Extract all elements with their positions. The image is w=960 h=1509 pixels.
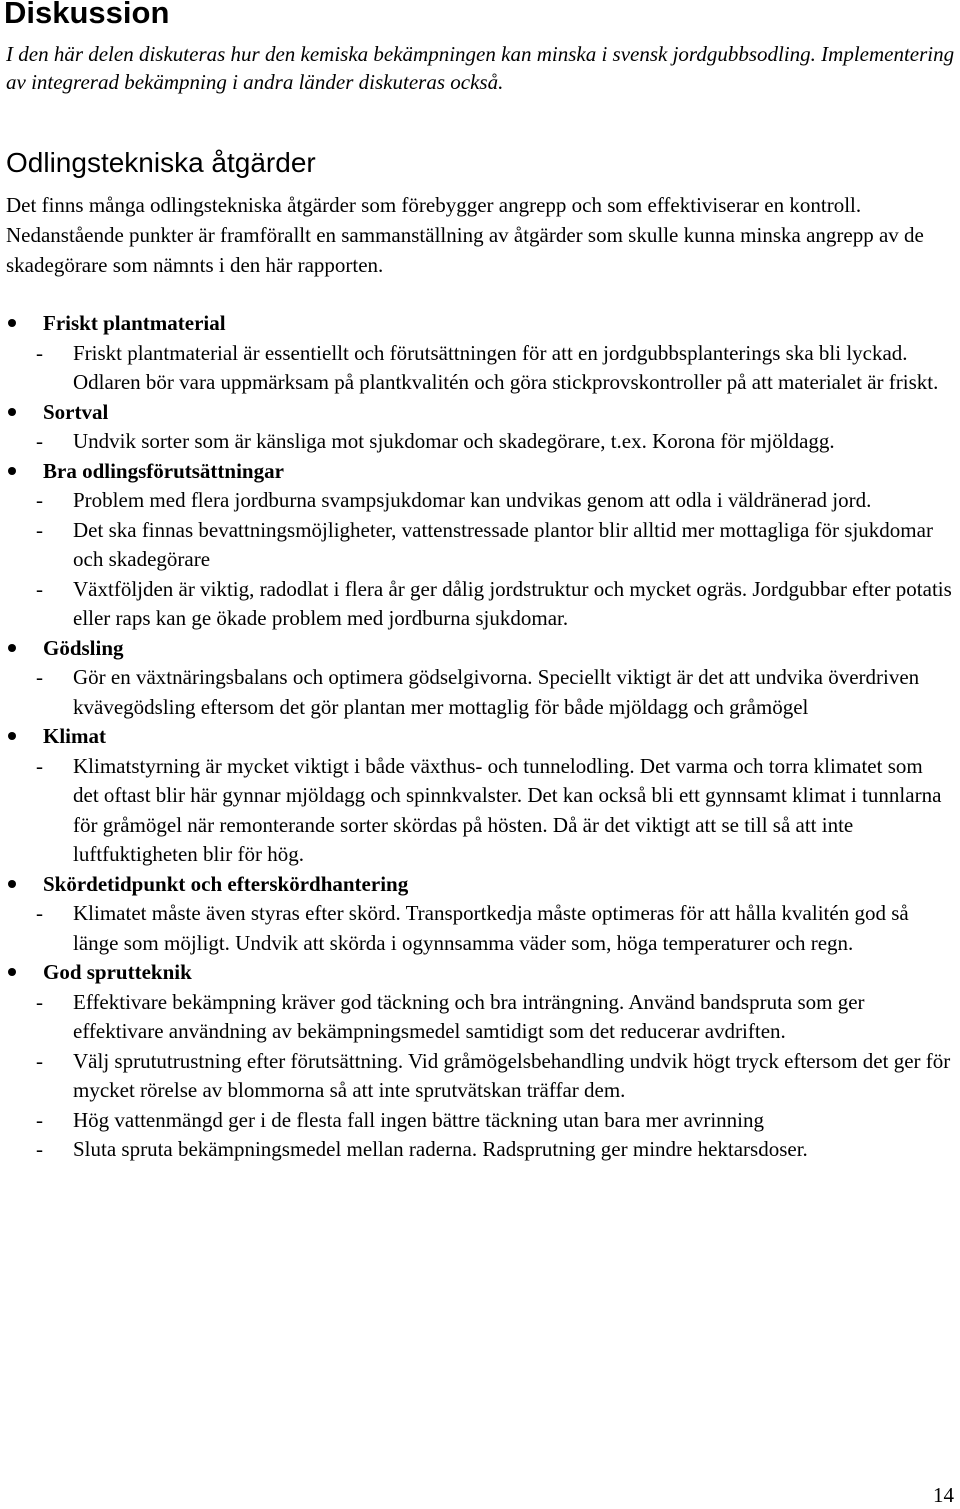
subitem-text: Friskt plantmaterial är essentiellt och förutsättningen för att en jordgubbsplanterings ska bli lyckad. Odlaren bör vara uppmärksam på plantkvalitén och göra stickprovskontroller på att materialet är friskt.: [73, 340, 939, 394]
dash-marker: -: [36, 488, 43, 512]
topic-heading: [0, 722, 960, 752]
subitem-text: Växtföljden är viktig, radodlat i flera år ger dålig jordstruktur och mycket ogräs. Jordgubbar efter potatis eller raps kan ge ökade problem med jordburna sjukdomar.: [73, 576, 952, 630]
page-title: Diskussion: [4, 0, 170, 30]
topic-subitem: [0, 427, 960, 457]
topic-item: [0, 398, 960, 457]
topic-item: [0, 634, 960, 723]
dash-marker: -: [36, 517, 43, 542]
topic-heading: [0, 398, 960, 428]
dash-marker: -: [36, 901, 43, 925]
topic-title: God sprutteknik: [43, 960, 192, 984]
topic-heading: [0, 309, 960, 339]
dash-marker: -: [36, 753, 43, 778]
bullet-icon: [8, 319, 16, 327]
topic-item: [0, 457, 960, 634]
topic-subitem: [0, 1106, 960, 1136]
topic-item: [0, 958, 960, 1165]
topic-title: Friskt plantmaterial: [43, 311, 226, 335]
subitem-text: Klimatstyrning är mycket viktigt i både växthus- och tunnelodling. Det varma och torra klimatet som det oftast blir här gynnar mjöldagg och spinnkvalster. Det kan också bli ett gynnsamt klimat i tunnlarna för gråmögel när remonterande sorter skördas på hösten. Då är det viktigt att se till så att inte luftfuktigheten blir för hög.: [73, 753, 942, 866]
topic-subitem: [0, 988, 960, 1047]
subitem-text: Undvik sorter som är känsliga mot sjukdomar och skadegörare, t.ex. Korona för mjöldagg.: [73, 429, 835, 453]
topic-subitem: [0, 663, 960, 722]
topic-subitem: [0, 899, 960, 958]
dash-marker: -: [36, 340, 43, 365]
topic-heading: [0, 634, 960, 664]
section-title: Odlingstekniska åtgärder: [6, 147, 316, 178]
topic-subitem: [0, 339, 960, 398]
dash-marker: -: [36, 989, 43, 1014]
dash-marker: -: [36, 429, 43, 453]
topic-title: Sortval: [43, 399, 109, 424]
subitem-text: Hög vattenmängd ger i de flesta fall ingen bättre täckning utan bara mer avrinning: [73, 1107, 765, 1132]
topic-heading: [0, 958, 960, 988]
topic-title: Bra odlingsförutsättningar: [43, 458, 284, 483]
topic-subitem: [0, 486, 960, 516]
subitem-text: Effektivare bekämpning kräver god täckning och bra inträngning. Använd bandspruta som ger effektivare användning av bekämpningsmedel samtidigt som det reducerar avdriften.: [73, 989, 865, 1043]
topic-item: [0, 870, 960, 959]
topic-list: [0, 309, 960, 1165]
dash-marker: -: [36, 665, 43, 689]
topic-subitem: [0, 575, 960, 634]
topic-subitem: [0, 752, 960, 870]
dash-marker: -: [36, 1048, 43, 1073]
page-number: 14: [933, 1483, 954, 1507]
bullet-icon: [8, 732, 16, 740]
bullet-icon: [8, 880, 16, 888]
topic-item: [0, 309, 960, 398]
subitem-text: Problem med flera jordburna svampsjukdomar kan undvikas genom att odla i väldränerad jord.: [73, 488, 872, 512]
topic-title: Klimat: [43, 724, 106, 748]
intro-paragraph: I den här delen diskuteras hur den kemiska bekämpningen kan minska i svensk jordgubbsodling. Implementering av integrerad bekämpning i andra länder diskuteras också.: [6, 42, 955, 94]
subitem-text: Sluta spruta bekämpningsmedel mellan raderna. Radsprutning ger mindre hektarsdoser.: [73, 1137, 808, 1161]
dash-marker: -: [36, 576, 43, 601]
subitem-text: Välj sprututrustning efter förutsättning. Vid gråmögelsbehandling undvik högt tryck eftersom det ger för mycket rörelse av blommorna så att inte sprutvätskan träffar dem.: [73, 1048, 951, 1102]
section-intro-paragraph: Det finns många odlingstekniska åtgärder som förebygger angrepp och som effektiviserar en kontroll. Nedanstående punkter är framförallt en sammanställning av åtgärder som skulle kunna minska angrepp av de skadegörare som nämnts i den här rapporten.: [6, 193, 924, 277]
topic-item: [0, 722, 960, 870]
subitem-text: Gör en växtnäringsbalans och optimera gödselgivorna. Speciellt viktigt är det att undvika överdriven kvävegödsling eftersom det gör plantan mer mottaglig för både mjöldagg och gråmögel: [73, 665, 920, 719]
topic-title: Skördetidpunkt och efterskördhantering: [43, 871, 409, 896]
subitem-text: Klimatet måste även styras efter skörd. Transportkedja måste optimeras för att hålla kvalitén god så länge som möjligt. Undvik att skörda i ogynnsamma väder som, höga temperaturer och regn.: [73, 901, 909, 955]
topic-subitem: [0, 1135, 960, 1165]
topic-heading: [0, 870, 960, 900]
bullet-icon: [8, 968, 16, 976]
topic-heading: [0, 457, 960, 487]
topic-subitem: [0, 516, 960, 575]
bullet-icon: [8, 467, 16, 475]
bullet-icon: [8, 644, 16, 652]
topic-title: Gödsling: [43, 635, 124, 660]
bullet-icon: [8, 408, 16, 416]
dash-marker: -: [36, 1107, 43, 1132]
subitem-text: Det ska finnas bevattningsmöjligheter, vattenstressade plantor blir alltid mer mottagliga för sjukdomar och skadegörare: [73, 517, 933, 571]
topic-subitem: [0, 1047, 960, 1106]
dash-marker: -: [36, 1137, 43, 1161]
